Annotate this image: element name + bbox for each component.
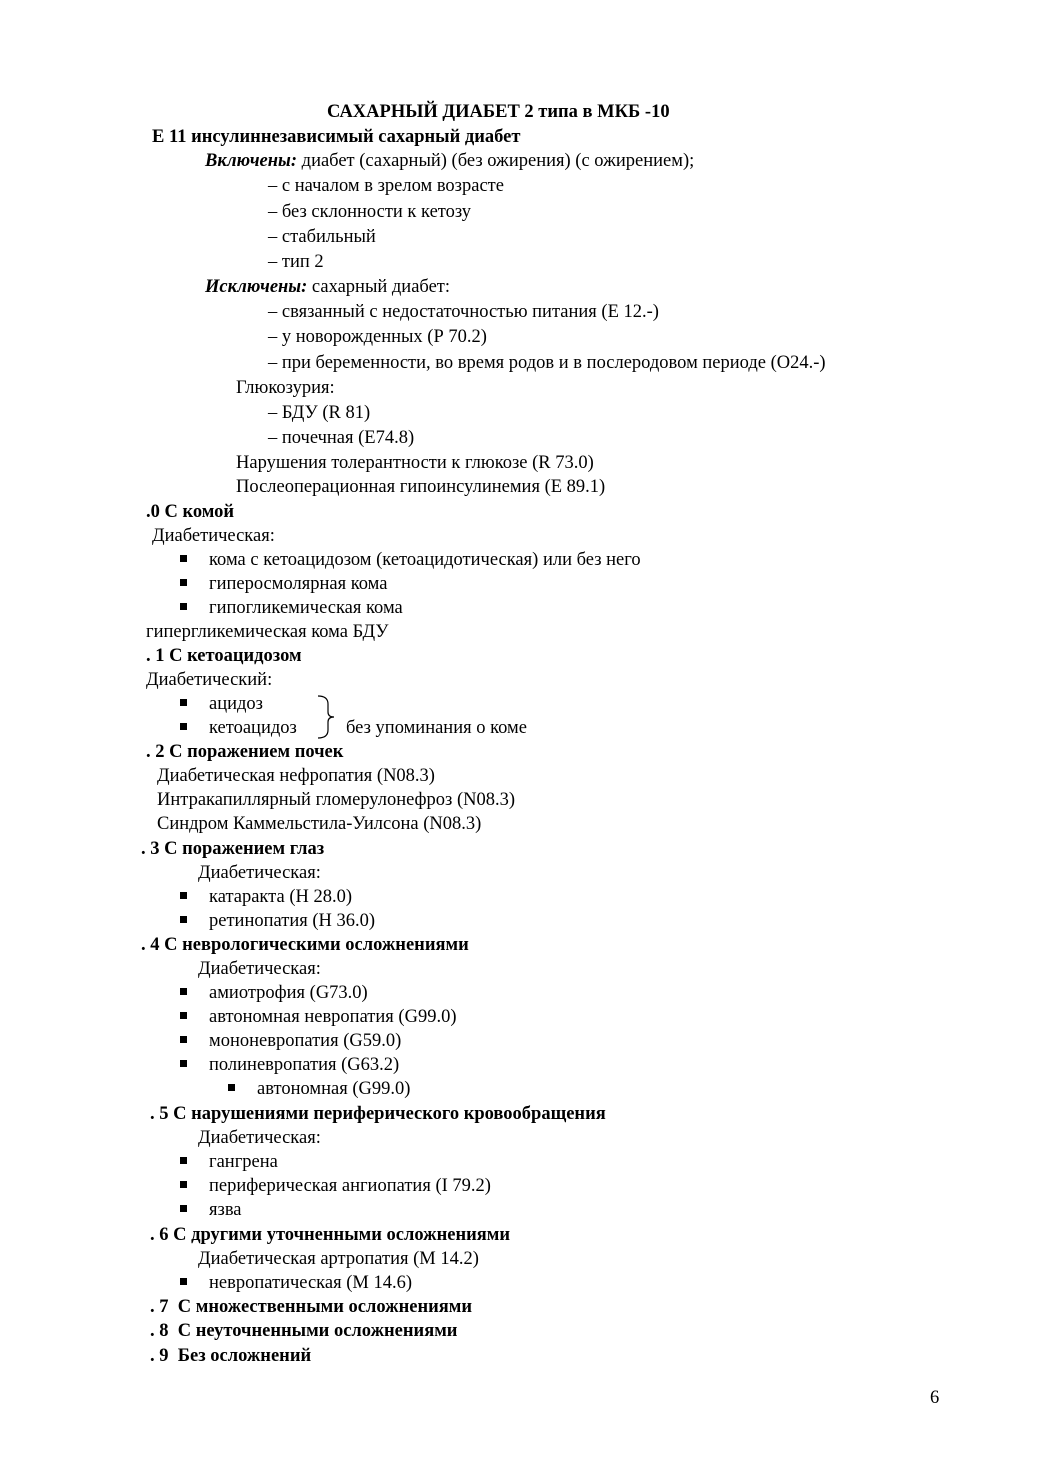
text-line: Интракапиллярный гломерулонефроз (N08.3)	[157, 790, 516, 810]
section-heading: .0 С комой	[146, 502, 235, 522]
section-heading: . 5 С нарушениями периферического кровообращения	[150, 1104, 606, 1124]
bullet-icon	[180, 699, 187, 706]
list-item: кетоацидоз	[180, 717, 297, 739]
list-item: гипогликемическая кома	[180, 597, 403, 619]
section-sub: Диабетическая артропатия (М 14.2)	[198, 1249, 479, 1269]
list-item: кома с кетоацидозом (кетоацидотическая) или без него	[180, 549, 641, 571]
section-heading: . 9 Без осложнений	[150, 1346, 312, 1366]
list-item: амиотрофия (G73.0)	[180, 982, 368, 1004]
section-sub: Диабетическая:	[152, 526, 275, 546]
bullet-icon	[180, 579, 187, 586]
excluded-line	[205, 276, 450, 298]
text-line: гипергликемическая кома БДУ	[146, 622, 389, 642]
list-item: мононевропатия (G59.0)	[180, 1030, 401, 1052]
list-item: автономная невропатия (G99.0)	[180, 1006, 456, 1028]
bullet-icon	[180, 916, 187, 923]
bullet-icon	[180, 555, 187, 562]
section-sub: Диабетическая:	[198, 1128, 321, 1148]
list-item: катаракта (Н 28.0)	[180, 886, 352, 908]
glucosuria-label: Глюкозурия:	[236, 378, 335, 398]
list-item: невропатическая (М 14.6)	[180, 1272, 412, 1294]
bullet-icon	[180, 892, 187, 899]
page-title: САХАРНЫЙ ДИАБЕТ 2 типа в МКБ -10	[327, 102, 670, 122]
text-line: Синдром Каммельстила-Уилсона (N08.3)	[157, 814, 482, 834]
list-item: полиневропатия (G63.2)	[180, 1054, 399, 1076]
list-subitem: автономная (G99.0)	[228, 1078, 410, 1100]
section-sub: Диабетический:	[146, 670, 273, 690]
included-line	[205, 150, 694, 172]
bullet-icon	[180, 603, 187, 610]
list-item: – тип 2	[268, 252, 324, 272]
list-item: ацидоз	[180, 693, 263, 715]
section-sub: Диабетическая:	[198, 863, 321, 883]
bullet-icon	[180, 1181, 187, 1188]
list-item: гиперосмолярная кома	[180, 573, 387, 595]
brace-note: без упоминания о коме	[346, 718, 527, 738]
list-item: гангрена	[180, 1151, 278, 1173]
page-number: 6	[930, 1388, 940, 1408]
excluded-text: сахарный диабет:	[307, 277, 451, 297]
list-item: – почечная (Е74.8)	[268, 428, 415, 448]
list-item: – без склонности к кетозу	[268, 202, 472, 222]
section-sub: Диабетическая:	[198, 959, 321, 979]
list-item: – с началом в зрелом возрасте	[268, 176, 504, 196]
section-heading: . 1 С кетоацидозом	[146, 646, 302, 666]
curly-brace-icon	[314, 694, 338, 740]
list-item: – при беременности, во время родов и в послеродовом периоде (О24.-)	[268, 353, 826, 373]
list-item: – БДУ (R 81)	[268, 403, 371, 423]
list-item: – стабильный	[268, 227, 376, 247]
bullet-icon	[180, 1157, 187, 1164]
text-line: Нарушения толерантности к глюкозе (R 73.0)	[236, 453, 594, 473]
text-line: Послеоперационная гипоинсулинемия (Е 89.1)	[236, 477, 606, 497]
list-item: – связанный с недостаточностью питания (Е 12.-)	[268, 302, 659, 322]
excluded-label: Исключены:	[205, 277, 308, 297]
bullet-icon	[180, 1278, 187, 1285]
included-label: Включены:	[205, 151, 298, 171]
bullet-icon	[180, 1060, 187, 1067]
section-heading: . 4 С неврологическими осложнениями	[141, 935, 469, 955]
list-item: язва	[180, 1199, 242, 1221]
included-text: диабет (сахарный) (без ожирения) (с ожирением);	[297, 151, 695, 171]
bullet-icon	[180, 1012, 187, 1019]
text-line: Диабетическая нефропатия (N08.3)	[157, 766, 435, 786]
section-heading: . 8 С неуточненными осложнениями	[150, 1321, 458, 1341]
bullet-icon	[180, 1205, 187, 1212]
list-item: ретинопатия (Н 36.0)	[180, 910, 375, 932]
section-heading: . 7 С множественными осложнениями	[150, 1297, 473, 1317]
section-heading: . 6 С другими уточненными осложнениями	[150, 1225, 511, 1245]
bullet-icon	[180, 723, 187, 730]
bullet-icon	[180, 1036, 187, 1043]
list-item: – у новорожденных (Р 70.2)	[268, 327, 487, 347]
section-heading: . 2 С поражением почек	[146, 742, 344, 762]
list-item: периферическая ангиопатия (I 79.2)	[180, 1175, 491, 1197]
section-heading: . 3 С поражением глаз	[141, 839, 325, 859]
bullet-icon	[228, 1084, 235, 1091]
bullet-icon	[180, 988, 187, 995]
code-heading: Е 11 инсулиннезависимый сахарный диабет	[152, 127, 521, 147]
